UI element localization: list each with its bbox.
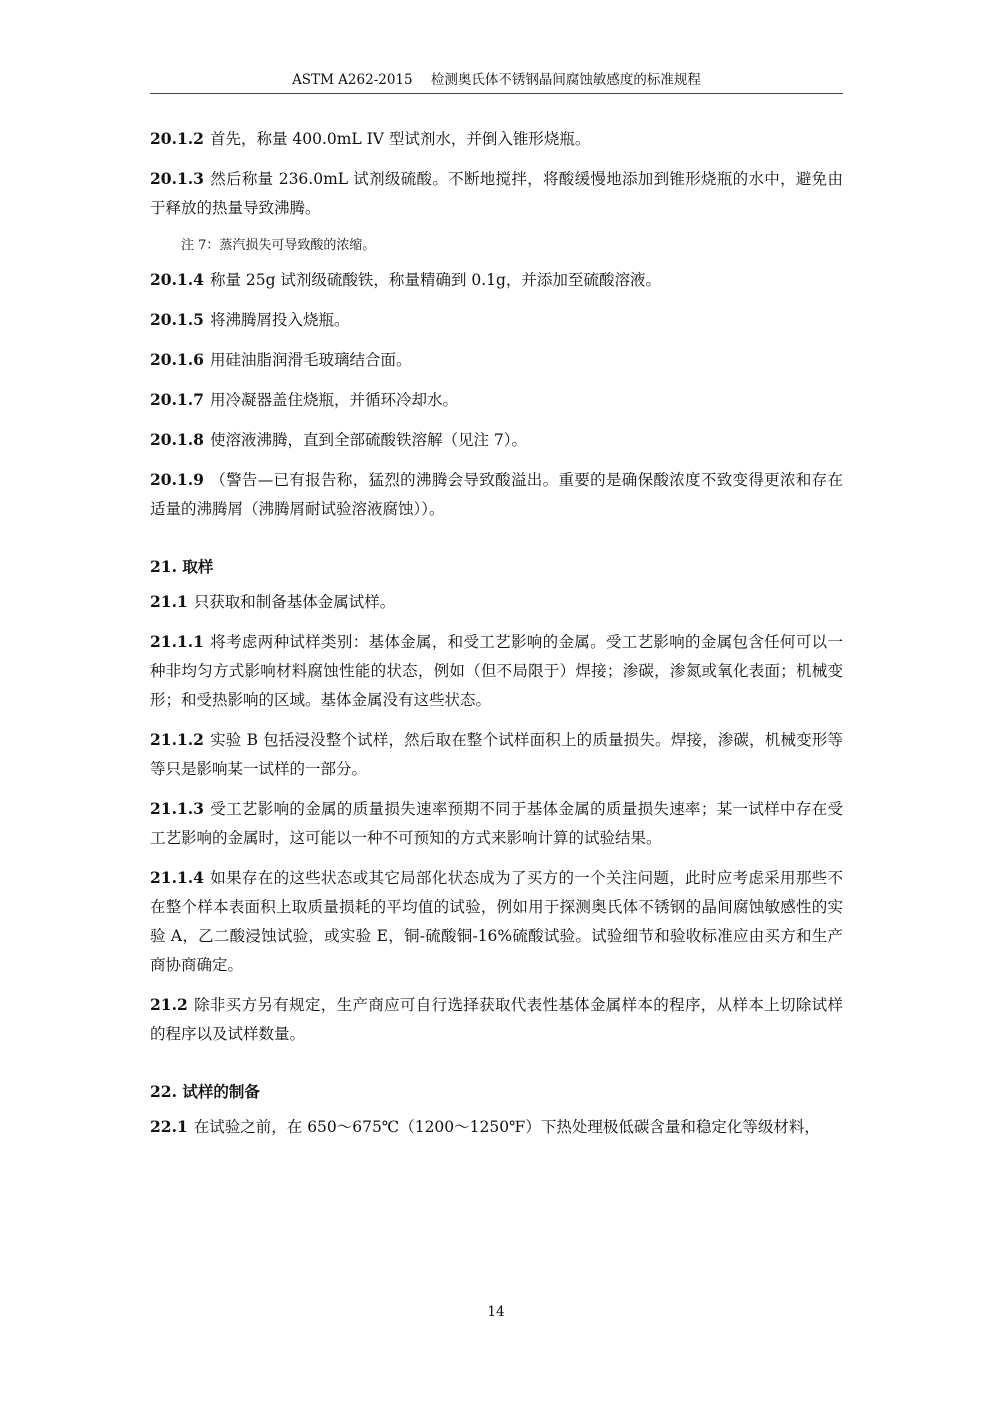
- clause-number: 21.1.4: [150, 868, 204, 887]
- clause-text: 将沸腾屑投入烧瓶。: [209, 311, 350, 329]
- clause-number: 21.1.3: [150, 799, 204, 818]
- clause-text: 在试验之前，在 650～675℃（1200～1250℉）下热处理极低碳含量和稳定化等级材料，: [193, 1118, 820, 1136]
- clause-text: 实验 B 包括浸没整个试样，然后取在整个试样面积上的质量损失。焊接，渗碳，机械变形等等只是影响某一试样的一部分。: [150, 731, 843, 778]
- clause-paragraph: [150, 425, 843, 455]
- clause-number: 21.1.1: [150, 632, 204, 651]
- clause-paragraph: [150, 265, 843, 295]
- clause-paragraph: [150, 385, 843, 415]
- clause-text: 称量 25g 试剂级硫酸铁，称量精确到 0.1g，并添加至硫酸溶液。: [209, 271, 661, 289]
- clause-number: 20.1.4: [150, 270, 204, 289]
- clause-paragraph: [150, 345, 843, 375]
- clause-number: 20.1.6: [150, 350, 204, 369]
- clause-number: 21.2: [150, 995, 188, 1014]
- section-heading: 22. 试样的制备: [150, 1082, 260, 1101]
- page-number: 14: [487, 1304, 505, 1320]
- clause-text: 除非买方另有规定，生产商应可自行选择获取代表性基体金属样本的程序，从样本上切除试样的程序以及试样数量。: [150, 996, 843, 1043]
- clause-number: 20.1.3: [150, 169, 204, 188]
- clause-paragraph: [150, 794, 843, 853]
- clause-text: 用硅油脂润滑毛玻璃结合面。: [209, 351, 412, 369]
- clause-paragraph: [150, 863, 843, 980]
- clause-text: 首先，称量 400.0mL IV 型试剂水，并倒入锥形烧瓶。: [209, 130, 591, 148]
- clause-number: 22.1: [150, 1117, 188, 1136]
- section-heading: 21. 取样: [150, 557, 214, 576]
- clause-text: （警告—已有报告称，猛烈的沸腾会导致酸溢出。重要的是确保酸浓度不致变得更浓和存在适量的沸腾屑（沸腾屑耐试验溶液腐蚀））。: [150, 471, 843, 518]
- document-body: [150, 124, 843, 1152]
- clause-paragraph: [150, 1112, 843, 1142]
- clause-number: 21.1: [150, 592, 188, 611]
- clause-paragraph: [150, 465, 843, 524]
- clause-number: 20.1.9: [150, 470, 204, 489]
- clause-paragraph: [150, 725, 843, 784]
- note: 注 7：蒸汽损失可导致酸的浓缩。: [181, 238, 376, 253]
- clause-paragraph: [150, 124, 843, 154]
- clause-number: 20.1.5: [150, 310, 204, 329]
- clause-number: 21.1.2: [150, 730, 204, 749]
- clause-paragraph: [150, 164, 843, 223]
- standard-code: ASTM A262-2015: [292, 72, 413, 88]
- clause-text: 只获取和制备基体金属试样。: [193, 593, 396, 611]
- page-header: [150, 70, 843, 94]
- clause-paragraph: [150, 305, 843, 335]
- clause-text: 用冷凝器盖住烧瓶，并循环冷却水。: [209, 391, 458, 409]
- clause-text: 将考虑两种试样类别：基体金属，和受工艺影响的金属。受工艺影响的金属包含任何可以一种非均匀方式影响材料腐蚀性能的状态，例如（但不局限于）焊接；渗碳，渗氮或氧化表面；机械变形；和受热影响的区域。基体金属没有这些状态。: [150, 633, 843, 709]
- clause-paragraph: [150, 627, 843, 715]
- clause-text: 使溶液沸腾，直到全部硫酸铁溶解（见注 7）。: [209, 431, 527, 449]
- clause-number: 20.1.8: [150, 430, 204, 449]
- clause-text: 然后称量 236.0mL 试剂级硫酸。不断地搅拌，将酸缓慢地添加到锥形烧瓶的水中，避免由于释放的热量导致沸腾。: [150, 170, 843, 217]
- clause-paragraph: [150, 990, 843, 1049]
- clause-text: 受工艺影响的金属的质量损失速率预期不同于基体金属的质量损失速率；某一试样中存在受工艺影响的金属时，这可能以一种不可预知的方式来影响计算的试验结果。: [150, 800, 843, 847]
- clause-paragraph: [150, 587, 843, 617]
- clause-number: 20.1.2: [150, 129, 204, 148]
- clause-number: 20.1.7: [150, 390, 204, 409]
- document-title: 检测奥氏体不锈钢晶间腐蚀敏感度的标准规程: [430, 72, 701, 88]
- clause-text: 如果存在的这些状态或其它局部化状态成为了买方的一个关注问题，此时应考虑采用那些不在整个样本表面积上取质量损耗的平均值的试验，例如用于探测奥氏体不锈钢的晶间腐蚀敏感性的实验 A，乙二酸浸蚀试验，或实验 E，铜-硫酸铜-16%硫酸试验。试验细节和验收标准应由买方和生产商协商确定。: [150, 869, 843, 974]
